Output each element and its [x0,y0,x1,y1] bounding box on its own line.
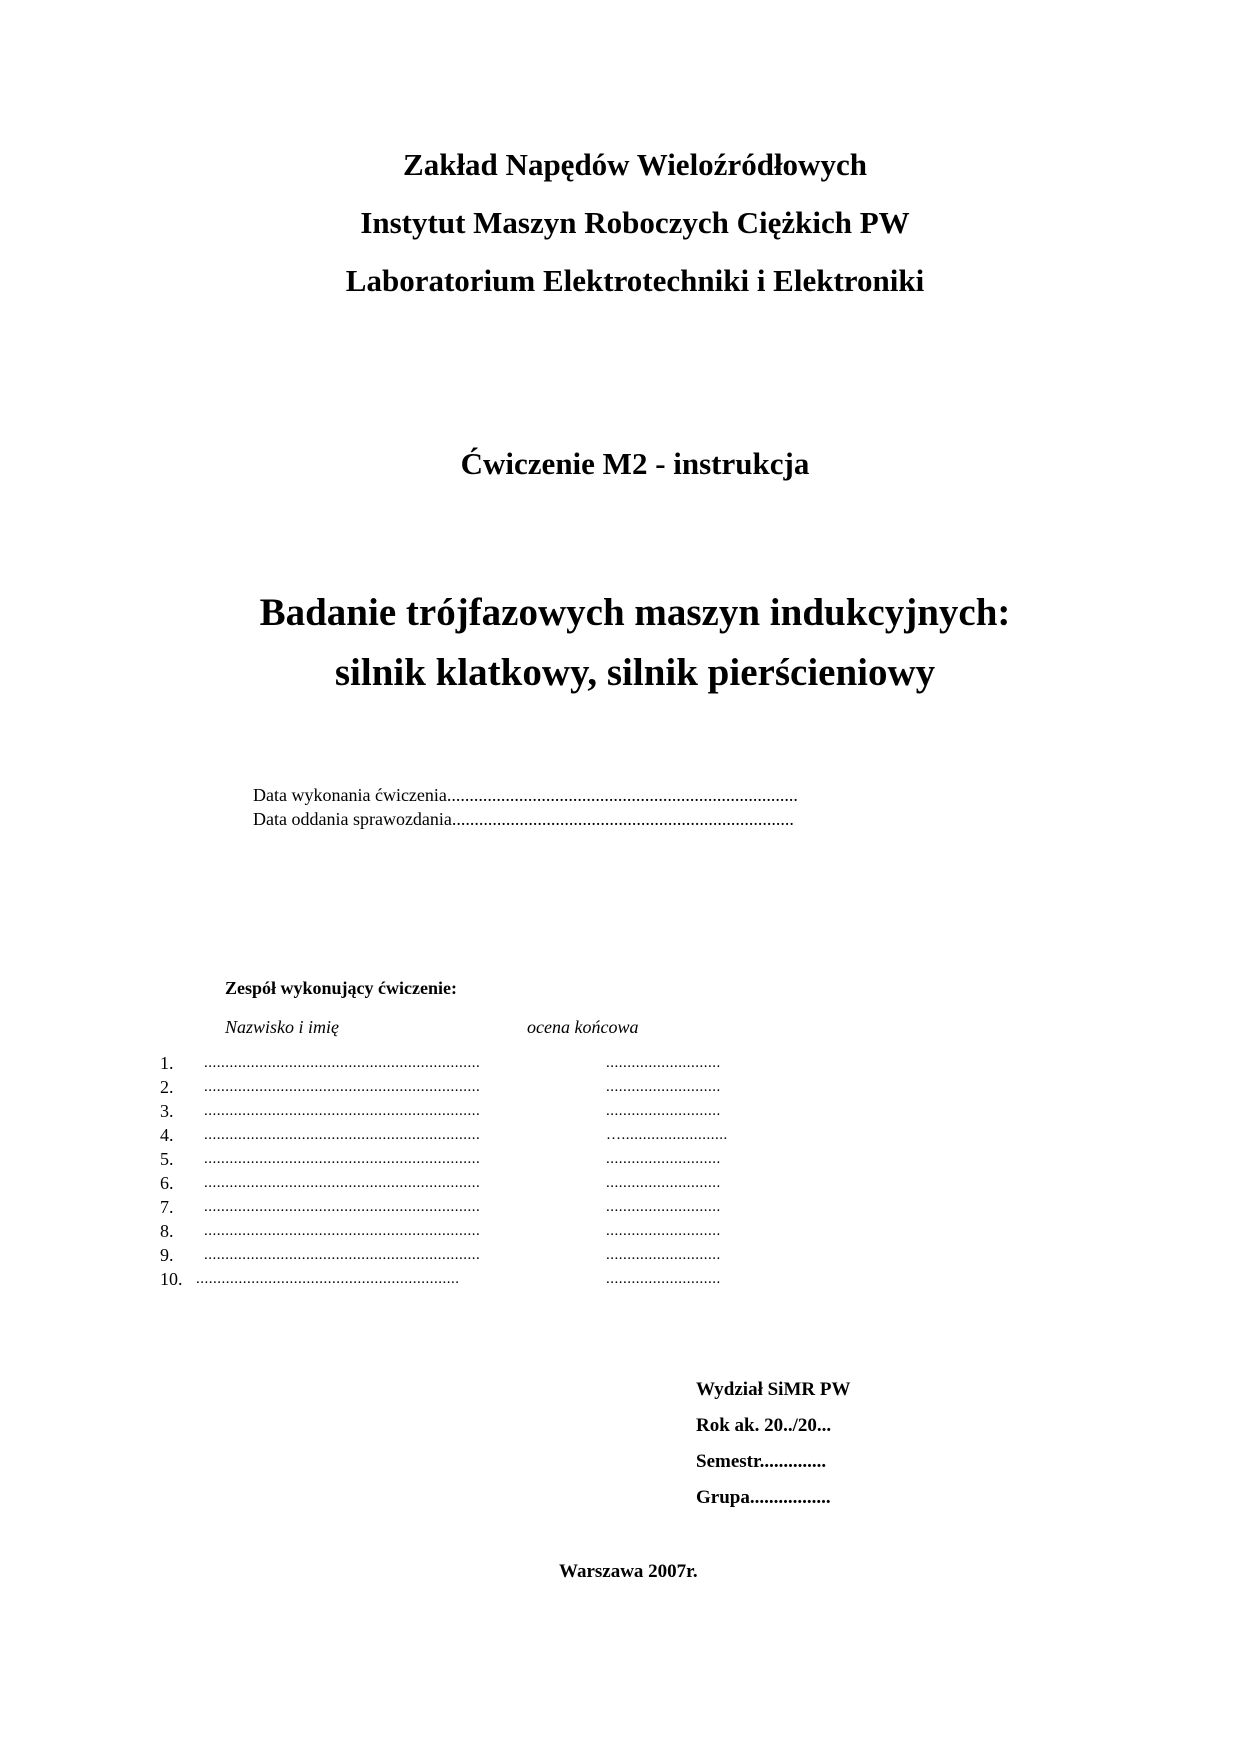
exercise-title: Ćwiczenie M2 - instrukcja [460,446,810,481]
team-heading: Zespół wykonujący ćwiczenie: [225,978,457,998]
grade-field[interactable]: ........................... [606,1271,721,1287]
grade-field[interactable]: ........................... [606,1079,721,1095]
semester-field[interactable]: Semestr.............. [696,1451,827,1472]
date-submitted-field[interactable]: Data oddania sprawozdania............................................................................ [253,809,794,829]
name-field[interactable]: ................................................................. [204,1151,481,1167]
row-number: 5. [160,1149,174,1169]
row-number: 7. [160,1197,174,1217]
grade-field[interactable]: ........................... [606,1247,721,1263]
row-number: 3. [160,1101,174,1121]
column-header-grade: ocena końcowa [527,1017,639,1037]
name-field[interactable]: ................................................................. [204,1055,481,1071]
grade-field[interactable]: …......................... [606,1127,728,1143]
row-number: 1. [160,1053,174,1073]
topic-title-line-1: Badanie trójfazowych maszyn indukcyjnych: [259,591,1011,634]
topic-title-line-2: silnik klatkowy, silnik pierścieniowy [334,651,936,694]
academic-year-field[interactable]: Rok ak. 20../20... [696,1415,832,1436]
grade-field[interactable]: ........................... [606,1223,721,1239]
row-number: 4. [160,1125,174,1145]
group-field[interactable]: Grupa................. [696,1487,831,1508]
faculty-label: Wydział SiMR PW [696,1379,851,1400]
grade-field[interactable]: ........................... [606,1055,721,1071]
grade-field[interactable]: ........................... [606,1103,721,1119]
name-field[interactable]: ................................................................. [204,1103,481,1119]
place-and-date: Warszawa 2007r. [559,1561,698,1582]
row-number: 6. [160,1173,174,1193]
name-field[interactable]: ................................................................. [204,1127,481,1143]
grade-field[interactable]: ........................... [606,1175,721,1191]
row-number: 2. [160,1077,174,1097]
grade-field[interactable]: ........................... [606,1199,721,1215]
institution-line-3: Laboratorium Elektrotechniki i Elektroniki [345,263,925,298]
name-field[interactable]: ................................................................. [204,1175,481,1191]
row-number: 9. [160,1245,174,1265]
name-field[interactable]: ................................................................. [204,1223,481,1239]
institution-line-2: Instytut Maszyn Roboczych Ciężkich PW [360,205,910,240]
date-performed-field[interactable]: Data wykonania ćwiczenia.............................................................................. [253,785,798,805]
row-number: 10. [160,1269,183,1289]
name-field[interactable]: ................................................................. [204,1079,481,1095]
grade-field[interactable]: ........................... [606,1151,721,1167]
name-field[interactable]: .............................................................. [196,1271,460,1287]
column-header-name: Nazwisko i imię [225,1017,340,1037]
row-number: 8. [160,1221,174,1241]
name-field[interactable]: ................................................................. [204,1199,481,1215]
name-field[interactable]: ................................................................. [204,1247,481,1263]
institution-line-1: Zakład Napędów Wieloźródłowych [403,147,867,182]
